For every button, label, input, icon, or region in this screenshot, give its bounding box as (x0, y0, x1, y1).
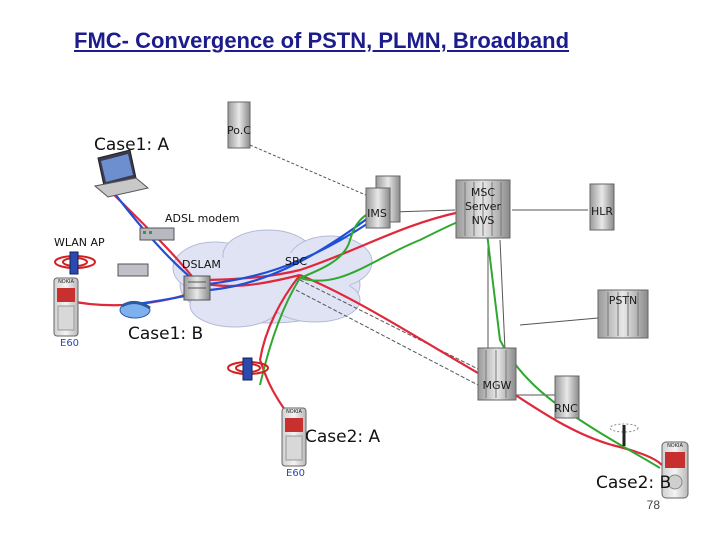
wlan-ap-label: WLAN AP (54, 236, 105, 249)
hlr-label: HLR (590, 205, 614, 218)
ims-label: IMS (367, 207, 387, 220)
adsl-modem-label: ADSL modem (165, 212, 240, 225)
msc-label-line1: MSC (470, 186, 496, 199)
mgw-label: MGW (482, 379, 512, 392)
mgw-server-icon (478, 348, 516, 400)
poc-label: Po.C (227, 124, 251, 137)
dslam-label: DSLAM (182, 258, 221, 271)
page-title: FMC- Convergence of PSTN, PLMN, Broadband (74, 28, 570, 53)
phone-brand-label: NOKIA (286, 409, 302, 415)
case2b-label: Case2: B (596, 473, 672, 493)
rnc-label: RNC (554, 402, 578, 415)
mobile-phone-icon (54, 278, 78, 336)
ip-phone-icon (120, 302, 150, 318)
modem-icon (118, 264, 148, 276)
case2a-label: Case2: A (305, 427, 381, 447)
case1b-label: Case1: B (128, 324, 204, 344)
laptop-icon (95, 150, 148, 197)
sbc-label: SBC (285, 255, 308, 268)
dslam-icon (184, 276, 210, 300)
ims-server-icon (366, 176, 400, 228)
phone-brand-label: NOKIA (58, 279, 74, 285)
case1a-label: Case1: A (94, 135, 170, 155)
phone-brand-label: NOKIA (667, 443, 683, 449)
msc-label-line3: NVS (471, 214, 495, 227)
antenna-icon (610, 424, 638, 446)
msc-label-line2: Server (464, 200, 502, 213)
wlan-ap-icon (55, 252, 95, 274)
page-number: 78 (646, 498, 660, 512)
adsl-modem-icon (140, 228, 174, 240)
e60-label: E60 (60, 338, 80, 349)
pstn-label: PSTN (608, 294, 638, 307)
e60-label: E60 (286, 468, 306, 479)
mobile-phone-icon (282, 408, 306, 466)
